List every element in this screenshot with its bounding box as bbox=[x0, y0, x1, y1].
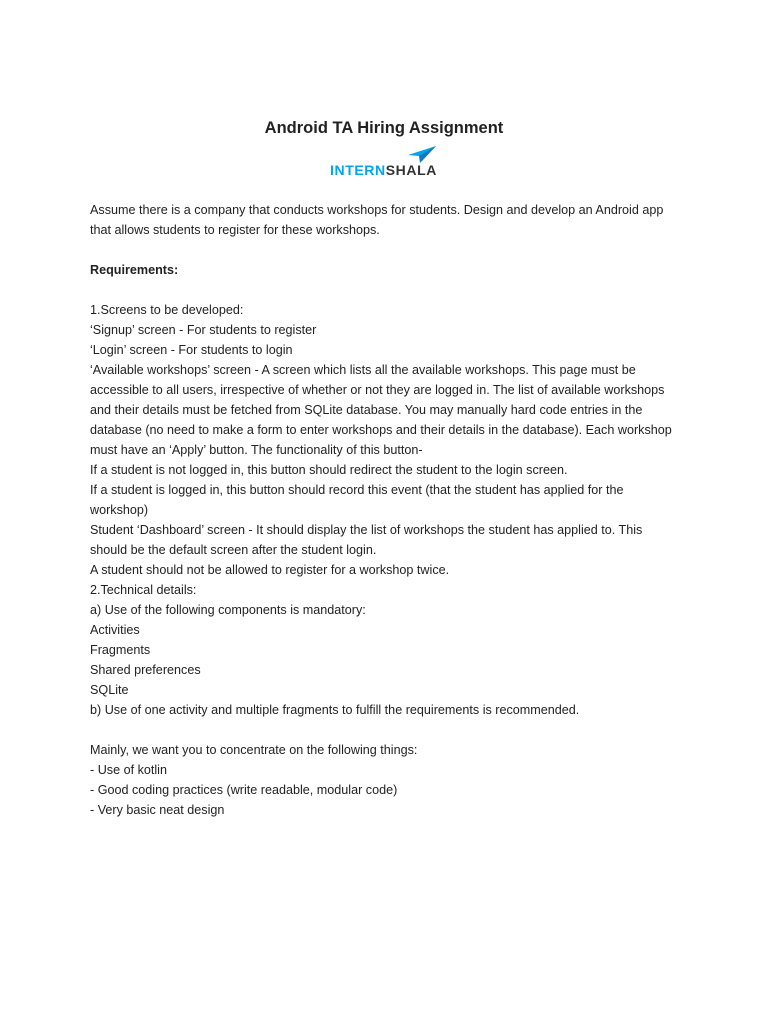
focus-line: - Very basic neat design bbox=[90, 803, 225, 817]
requirement-line: a) Use of the following components is mandatory: bbox=[90, 603, 366, 617]
requirement-line: should be the default screen after the student login. bbox=[90, 543, 377, 557]
paper-plane-icon bbox=[408, 146, 436, 164]
logo-text bbox=[330, 162, 437, 178]
requirement-line: and their details must be fetched from SQLite database. You may manually hard code entries in the bbox=[90, 403, 643, 417]
requirements-heading: Requirements: bbox=[90, 263, 179, 277]
requirement-line: accessible to all users, irrespective of whether or not they are logged in. The list of available workshops bbox=[90, 383, 665, 397]
requirement-line: Shared preferences bbox=[90, 663, 201, 677]
requirement-line: workshop) bbox=[90, 503, 149, 517]
requirement-line: must have an ‘Apply’ button. The functionality of this button- bbox=[90, 443, 423, 457]
requirement-line: A student should not be allowed to register for a workshop twice. bbox=[90, 563, 450, 577]
internshala-logo bbox=[328, 146, 440, 180]
requirement-line: 1.Screens to be developed: bbox=[90, 303, 244, 317]
document-title: Android TA Hiring Assignment bbox=[264, 119, 504, 137]
requirement-line: Activities bbox=[90, 623, 140, 637]
requirement-line: If a student is logged in, this button should record this event (that the student has applied for the bbox=[90, 483, 624, 497]
focus-line: Mainly, we want you to concentrate on the following things: bbox=[90, 743, 418, 757]
requirement-line: Student ‘Dashboard’ screen - It should display the list of workshops the student has applied to. This bbox=[90, 523, 643, 537]
intro-line: Assume there is a company that conducts workshops for students. Design and develop an Android app bbox=[90, 203, 664, 217]
requirement-line: If a student is not logged in, this button should redirect the student to the login screen. bbox=[90, 463, 568, 477]
requirement-line: ‘Signup’ screen - For students to register bbox=[90, 323, 317, 337]
logo-text-intern: INTERN bbox=[330, 162, 386, 178]
requirement-line: ‘Available workshops’ screen - A screen which lists all the available workshops. This page must be bbox=[90, 363, 636, 377]
logo-text-shala: SHALA bbox=[385, 162, 437, 178]
requirement-line: SQLite bbox=[90, 683, 129, 697]
intro-line: that allows students to register for these workshops. bbox=[90, 223, 380, 237]
document-body bbox=[90, 200, 690, 820]
requirement-line: 2.Technical details: bbox=[90, 583, 197, 597]
requirement-line: ‘Login’ screen - For students to login bbox=[90, 343, 293, 357]
requirement-line: Fragments bbox=[90, 643, 151, 657]
requirement-line: b) Use of one activity and multiple fragments to fulfill the requirements is recommended. bbox=[90, 703, 580, 717]
focus-line: - Use of kotlin bbox=[90, 763, 167, 777]
requirement-line: database (no need to make a form to enter workshops and their details in the database). Each workshop bbox=[90, 423, 672, 437]
focus-line: - Good coding practices (write readable, modular code) bbox=[90, 783, 398, 797]
